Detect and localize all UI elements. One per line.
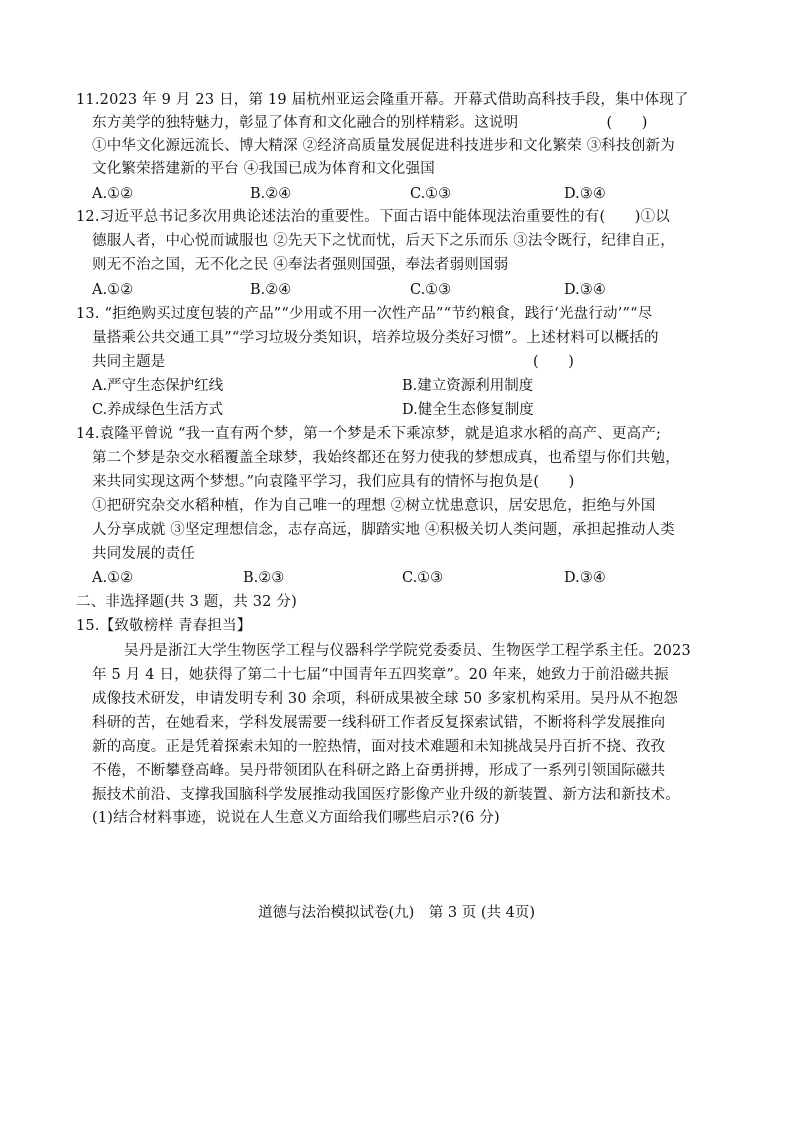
question-13-option-a: A.严守生态保护红线 xyxy=(92,378,224,394)
question-13-option-d: D.健全生态修复制度 xyxy=(402,402,534,418)
question-15-subquestion-1: (1)结合材料事迹，说说在人生意义方面给我们哪些启示?(6 分) xyxy=(92,810,500,826)
question-14-line-2: 第二个梦是杂交水稻覆盖全球梦，我始终都还在努力使我的梦想成真，也希望与你们共勉， xyxy=(92,450,680,466)
question-14-line-6: 共同发展的责任 xyxy=(92,546,195,562)
question-11-line-2: 东方美学的独特魅力，彰显了体育和文化融合的别样精彩。这说明 ( ) xyxy=(92,115,648,131)
question-11-option-c: C.①③ xyxy=(410,186,452,202)
question-12-option-b: B.②④ xyxy=(250,282,292,298)
question-13-line-1: 13. “拒绝购买过度包装的产品”“少用或不用一次性产品”“节约粮食，践行‘光盘行动’”“尽 xyxy=(76,306,653,322)
question-13-line-2: 量搭乘公共交通工具”“学习垃圾分类知识，培养垃圾分类好习惯”。上述材料可以概括的 xyxy=(92,330,659,346)
question-14-option-d: D.③④ xyxy=(564,570,606,586)
page-footer: 道德与法治模拟试卷(九) 第 3 页 (共 4页) xyxy=(257,905,535,921)
question-14-line-3: 来共同实现这两个梦想。”向袁隆平学习，我们应具有的情怀与抱负是( ) xyxy=(92,474,575,490)
question-14-line-4: ①把研究杂交水稻种植，作为自己唯一的理想 ②树立忧患意识，居安思危，拒绝与外国 xyxy=(92,498,656,514)
question-11-line-4: 文化繁荣搭建新的平台 ④我国已成为体育和文化强国 xyxy=(92,161,435,177)
question-12-option-d: D.③④ xyxy=(564,282,606,298)
question-11-line-3: ①中华文化源远流长、博大精深 ②经济高质量发展促进科技进步和文化繁荣 ③科技创新为 xyxy=(92,138,675,154)
question-12-line-1: 12.习近平总书记多次用典论述法治的重要性。下面古语中能体现法治重要性的有( )①以 xyxy=(76,209,670,225)
question-14-option-c: C.①③ xyxy=(402,570,444,586)
question-14-line-1: 14.袁隆平曾说 “我一直有两个梦，第一个梦是禾下乘凉梦，就是追求水稻的高产、更高产; xyxy=(76,426,662,442)
question-13-option-c: C.养成绿色生活方式 xyxy=(92,402,224,418)
question-14-option-a: A.①② xyxy=(92,570,134,586)
question-15-line-1: 吴丹是浙江大学生物医学工程与仪器科学学院党委委员、生物医学工程学系主任。2023 xyxy=(124,643,691,659)
question-15-line-4: 科研的苦，在她看来，学科发展需要一线科研工作者反复探索试错，不断将科学发展推向 xyxy=(92,715,666,731)
question-11-option-d: D.③④ xyxy=(564,186,606,202)
question-12-line-2: 德服人者，中心悦而诚服也 ②先天下之忧而忧，后天下之乐而乐 ③法令既行，纪律自正， xyxy=(92,233,675,249)
question-15-line-5: 新的高度。正是凭着探索未知的一腔热情，面对技术难题和未知挑战吴丹百折不挠、孜孜 xyxy=(92,739,666,755)
question-12-option-c: C.①③ xyxy=(410,282,452,298)
question-15-line-6: 不倦，不断攀登高峰。吴丹带领团队在科研之路上奋勇拼搏，形成了一系列引领国际磁共 xyxy=(92,763,666,779)
question-11-option-b: B.②④ xyxy=(250,186,292,202)
question-15-line-3: 成像技术研发，申请发明专利 30 余项，科研成果被全球 50 多家机构采用。吴丹从不抱怨 xyxy=(92,691,679,707)
question-11-option-a: A.①② xyxy=(92,186,134,202)
question-13-option-b: B.建立资源利用制度 xyxy=(402,378,534,394)
question-15-title: 15.【致敬榜样 青春担当】 xyxy=(76,618,252,634)
question-14-line-5: 人分享成就 ③坚定理想信念，志存高远，脚踏实地 ④积极关切人类问题，承担起推动人类 xyxy=(92,522,675,538)
section-heading: 二、非选择题(共 3 题，共 32 分) xyxy=(76,594,297,610)
question-14-option-b: B.②③ xyxy=(243,570,285,586)
question-15-line-2: 年 5 月 4 日，她获得了第二十七届“中国青年五四奖章”。20 年来，她致力于前沿磁共振 xyxy=(92,667,669,683)
question-12-option-a: A.①② xyxy=(92,282,134,298)
question-15-line-7: 振技术前沿、支撑我国脑科学发展推动我国医疗影像产业升级的新装置、新方法和新技术。 xyxy=(92,787,680,803)
question-11-line-1: 11.2023 年 9 月 23 日，第 19 届杭州亚运会隆重开幕。开幕式借助高科技手段，集中体现了 xyxy=(76,92,689,108)
question-12-line-3: 则无不治之国，无不化之民 ④奉法者强则国强，奉法者弱则国弱 xyxy=(92,257,509,273)
question-13-line-3: 共同主题是 ( ) xyxy=(92,354,575,370)
